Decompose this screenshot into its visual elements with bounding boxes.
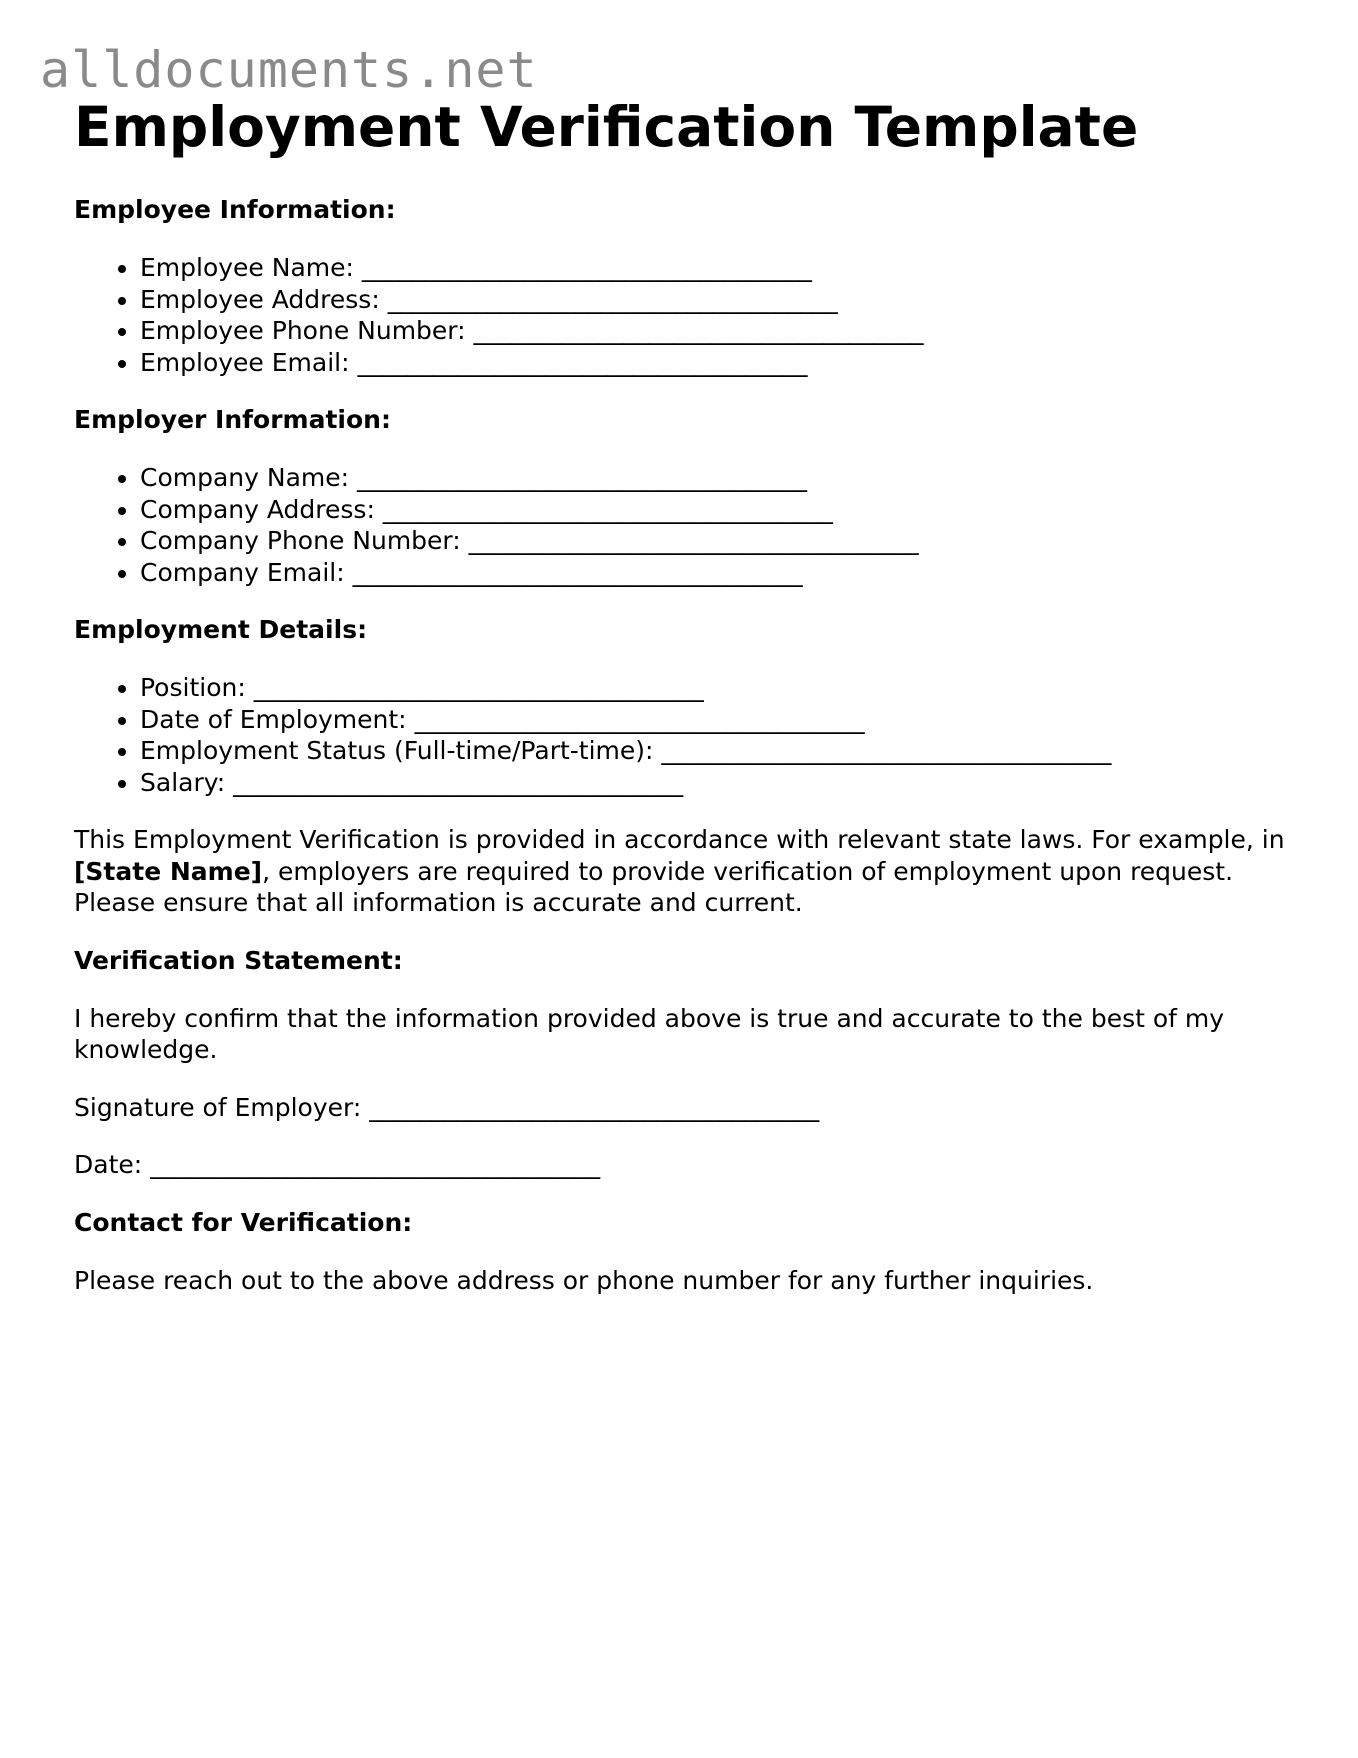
list-item-position	[140, 672, 1294, 704]
field-label: Company Email:	[140, 557, 345, 587]
compliance-paragraph	[74, 824, 1294, 919]
field-label: Company Name:	[140, 463, 350, 492]
signature-blank[interactable]: ____________________________________	[369, 1092, 820, 1122]
company-address-blank[interactable]: ____________________________________	[382, 494, 833, 524]
date-line	[74, 1149, 1294, 1181]
page-title: Employment Verification Template	[74, 95, 1139, 159]
date-of-employment-blank[interactable]: ____________________________________	[414, 704, 865, 734]
compliance-text-after: , employers are required to provide verification of employment upon request. Please ensure that all information is accurate and current.	[74, 856, 1234, 917]
field-label: Salary:	[140, 767, 226, 797]
field-label: Employee Phone Number:	[140, 316, 466, 345]
field-label: Company Phone Number:	[140, 526, 461, 555]
position-blank[interactable]: ____________________________________	[253, 673, 704, 702]
list-item-company-name	[140, 462, 1294, 494]
salary-blank[interactable]: ____________________________________	[233, 767, 684, 797]
list-item-employee-phone	[140, 315, 1294, 347]
employee-email-blank[interactable]: ____________________________________	[357, 347, 808, 377]
field-label: Company Address:	[140, 494, 375, 524]
list-item-employee-address	[140, 284, 1294, 316]
company-name-blank[interactable]: ____________________________________	[357, 463, 808, 492]
state-name-placeholder: [State Name]	[74, 856, 263, 886]
list-item-date-of-employment	[140, 704, 1294, 736]
employee-information-heading: Employee Information:	[74, 195, 396, 224]
compliance-text-before: This Employment Verification is provided in accordance with relevant state laws. For example, in	[74, 825, 1285, 854]
employee-information-list	[74, 252, 1294, 378]
signature-line	[74, 1092, 1294, 1124]
document	[74, 92, 1294, 1296]
list-item-company-address	[140, 494, 1294, 526]
contact-heading: Contact for Verification:	[74, 1207, 413, 1237]
verification-statement-text: I hereby confirm that the information provided above is true and accurate to the best of my knowledge.	[74, 1003, 1225, 1064]
company-email-blank[interactable]: ____________________________________	[352, 557, 803, 587]
field-label: Employee Name:	[140, 253, 354, 282]
contact-text: Please reach out to the above address or phone number for any further inquiries.	[74, 1265, 1094, 1295]
field-label: Employment Status (Full-time/Part-time):	[140, 736, 654, 765]
watermark: alldocuments.net	[40, 41, 538, 99]
employer-information-heading: Employer Information:	[74, 405, 391, 434]
employment-details-heading: Employment Details:	[74, 615, 368, 644]
list-item-employee-name	[140, 252, 1294, 284]
verification-statement-heading: Verification Statement:	[74, 945, 403, 975]
field-label: Employee Email:	[140, 347, 350, 377]
list-item-company-email	[140, 557, 1294, 589]
employee-name-blank[interactable]: ____________________________________	[361, 253, 812, 282]
date-blank[interactable]: ____________________________________	[150, 1150, 601, 1179]
employer-information-list	[74, 462, 1294, 588]
employment-details-list	[74, 672, 1294, 798]
signature-label: Signature of Employer:	[74, 1092, 362, 1122]
list-item-company-phone	[140, 525, 1294, 557]
employee-phone-blank[interactable]: ____________________________________	[473, 316, 924, 345]
date-label: Date:	[74, 1150, 143, 1179]
employee-address-blank[interactable]: ____________________________________	[387, 284, 838, 314]
field-label: Employee Address:	[140, 284, 380, 314]
company-phone-blank[interactable]: ____________________________________	[468, 526, 919, 555]
list-item-employment-status	[140, 735, 1294, 767]
list-item-employee-email	[140, 347, 1294, 379]
field-label: Date of Employment:	[140, 704, 407, 734]
employment-status-blank[interactable]: ____________________________________	[661, 736, 1112, 765]
list-item-salary	[140, 767, 1294, 799]
field-label: Position:	[140, 673, 246, 702]
